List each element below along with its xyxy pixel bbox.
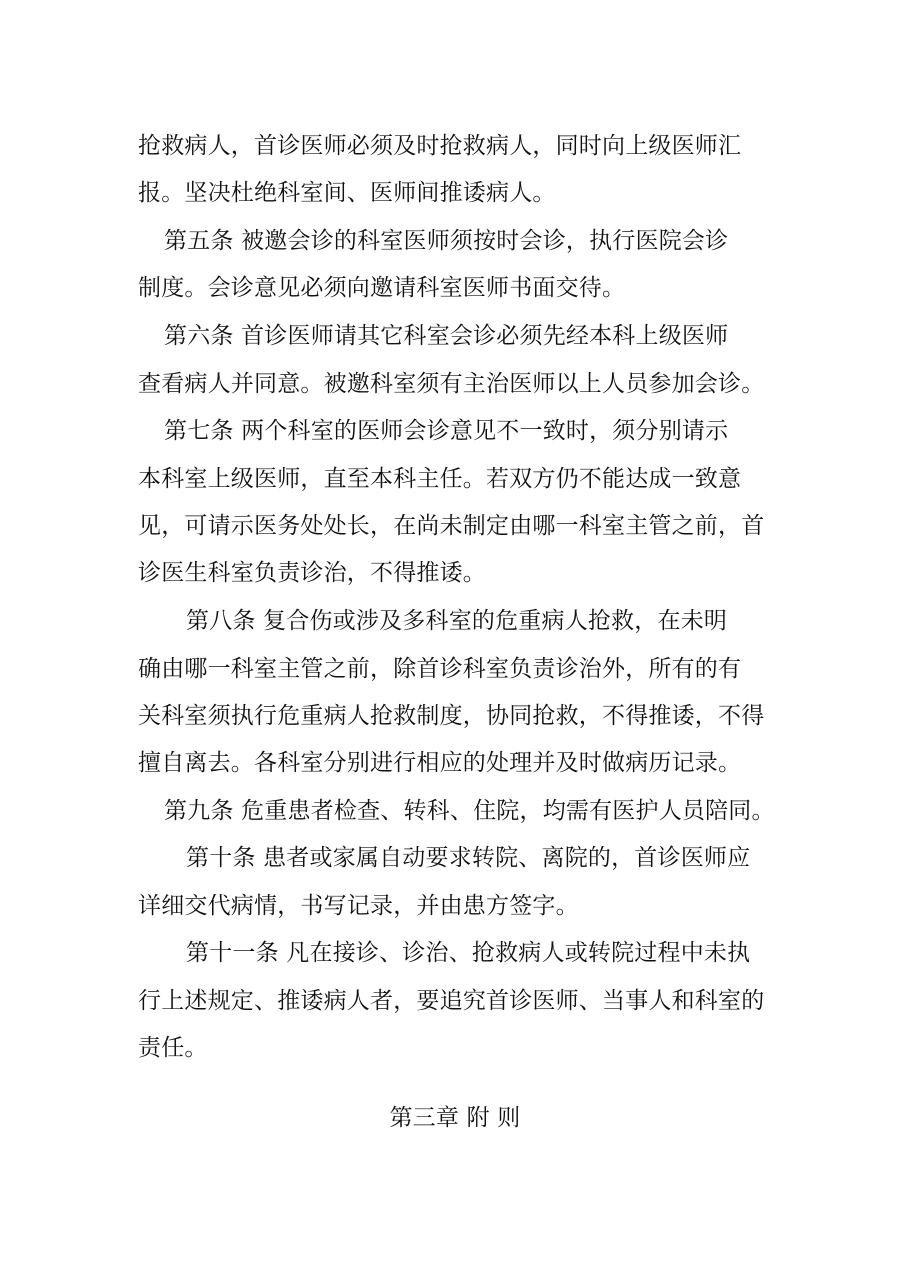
article-6-line-1: 第六条 首诊医师请其它科室会诊必须先经本科上级医师 (164, 323, 729, 349)
article-8-line-2: 确由哪一科室主管之前，除首诊科室负责诊治外，所有的有 (138, 656, 742, 682)
article-5-line-2: 制度。会诊意见必须向邀请科室医师书面交待。 (138, 275, 626, 301)
article-7-line-1: 第七条 两个科室的医师会诊意见不一致时，须分别请示 (164, 418, 729, 444)
article-11-line-3: 责任。 (138, 1035, 208, 1061)
article-7-line-2: 本科室上级医师，直至本科主任。若双方仍不能达成一致意 (138, 466, 742, 492)
article-8-line-1: 第八条 复合伤或涉及多科室的危重病人抢救，在未明 (186, 608, 728, 634)
article-10-line-1: 第十条 患者或家属自动要求转院、离院的，首诊医师应 (186, 845, 751, 871)
article-11-line-2: 行上述规定、推诿病人者，要追究首诊医师、当事人和科室的 (138, 988, 765, 1014)
text-line-2: 报。坚决杜绝科室间、医师间推诿病人。 (138, 180, 556, 206)
article-8-line-4: 擅自离去。各科室分别进行相应的处理并及时做病历记录。 (138, 750, 742, 776)
article-8-line-3: 关科室须执行危重病人抢救制度，协同抢救，不得推诿，不得 (138, 703, 765, 729)
article-7-line-3: 见，可请示医务处处长，在尚未制定由哪一科室主管之前，首 (138, 513, 765, 539)
text-line-1: 抢救病人，首诊医师必须及时抢救病人，同时向上级医师汇 (138, 133, 742, 159)
article-7-line-4: 诊医生科室负责诊治，不得推诿。 (138, 560, 486, 586)
chapter-heading: 第三章 附 则 (389, 1105, 521, 1131)
article-5-line-1: 第五条 被邀会诊的科室医师须按时会诊，执行医院会诊 (164, 228, 729, 254)
article-10-line-2: 详细交代病情，书写记录，并由患方签字。 (138, 893, 579, 919)
article-11-line-1: 第十一条 凡在接诊、诊治、抢救病人或转院过程中未执 (186, 940, 751, 966)
article-6-line-2: 查看病人并同意。被邀科室须有主治医师以上人员参加会诊。 (138, 371, 765, 397)
article-9-line-1: 第九条 危重患者检查、转科、住院，均需有医护人员陪同。 (164, 798, 775, 824)
